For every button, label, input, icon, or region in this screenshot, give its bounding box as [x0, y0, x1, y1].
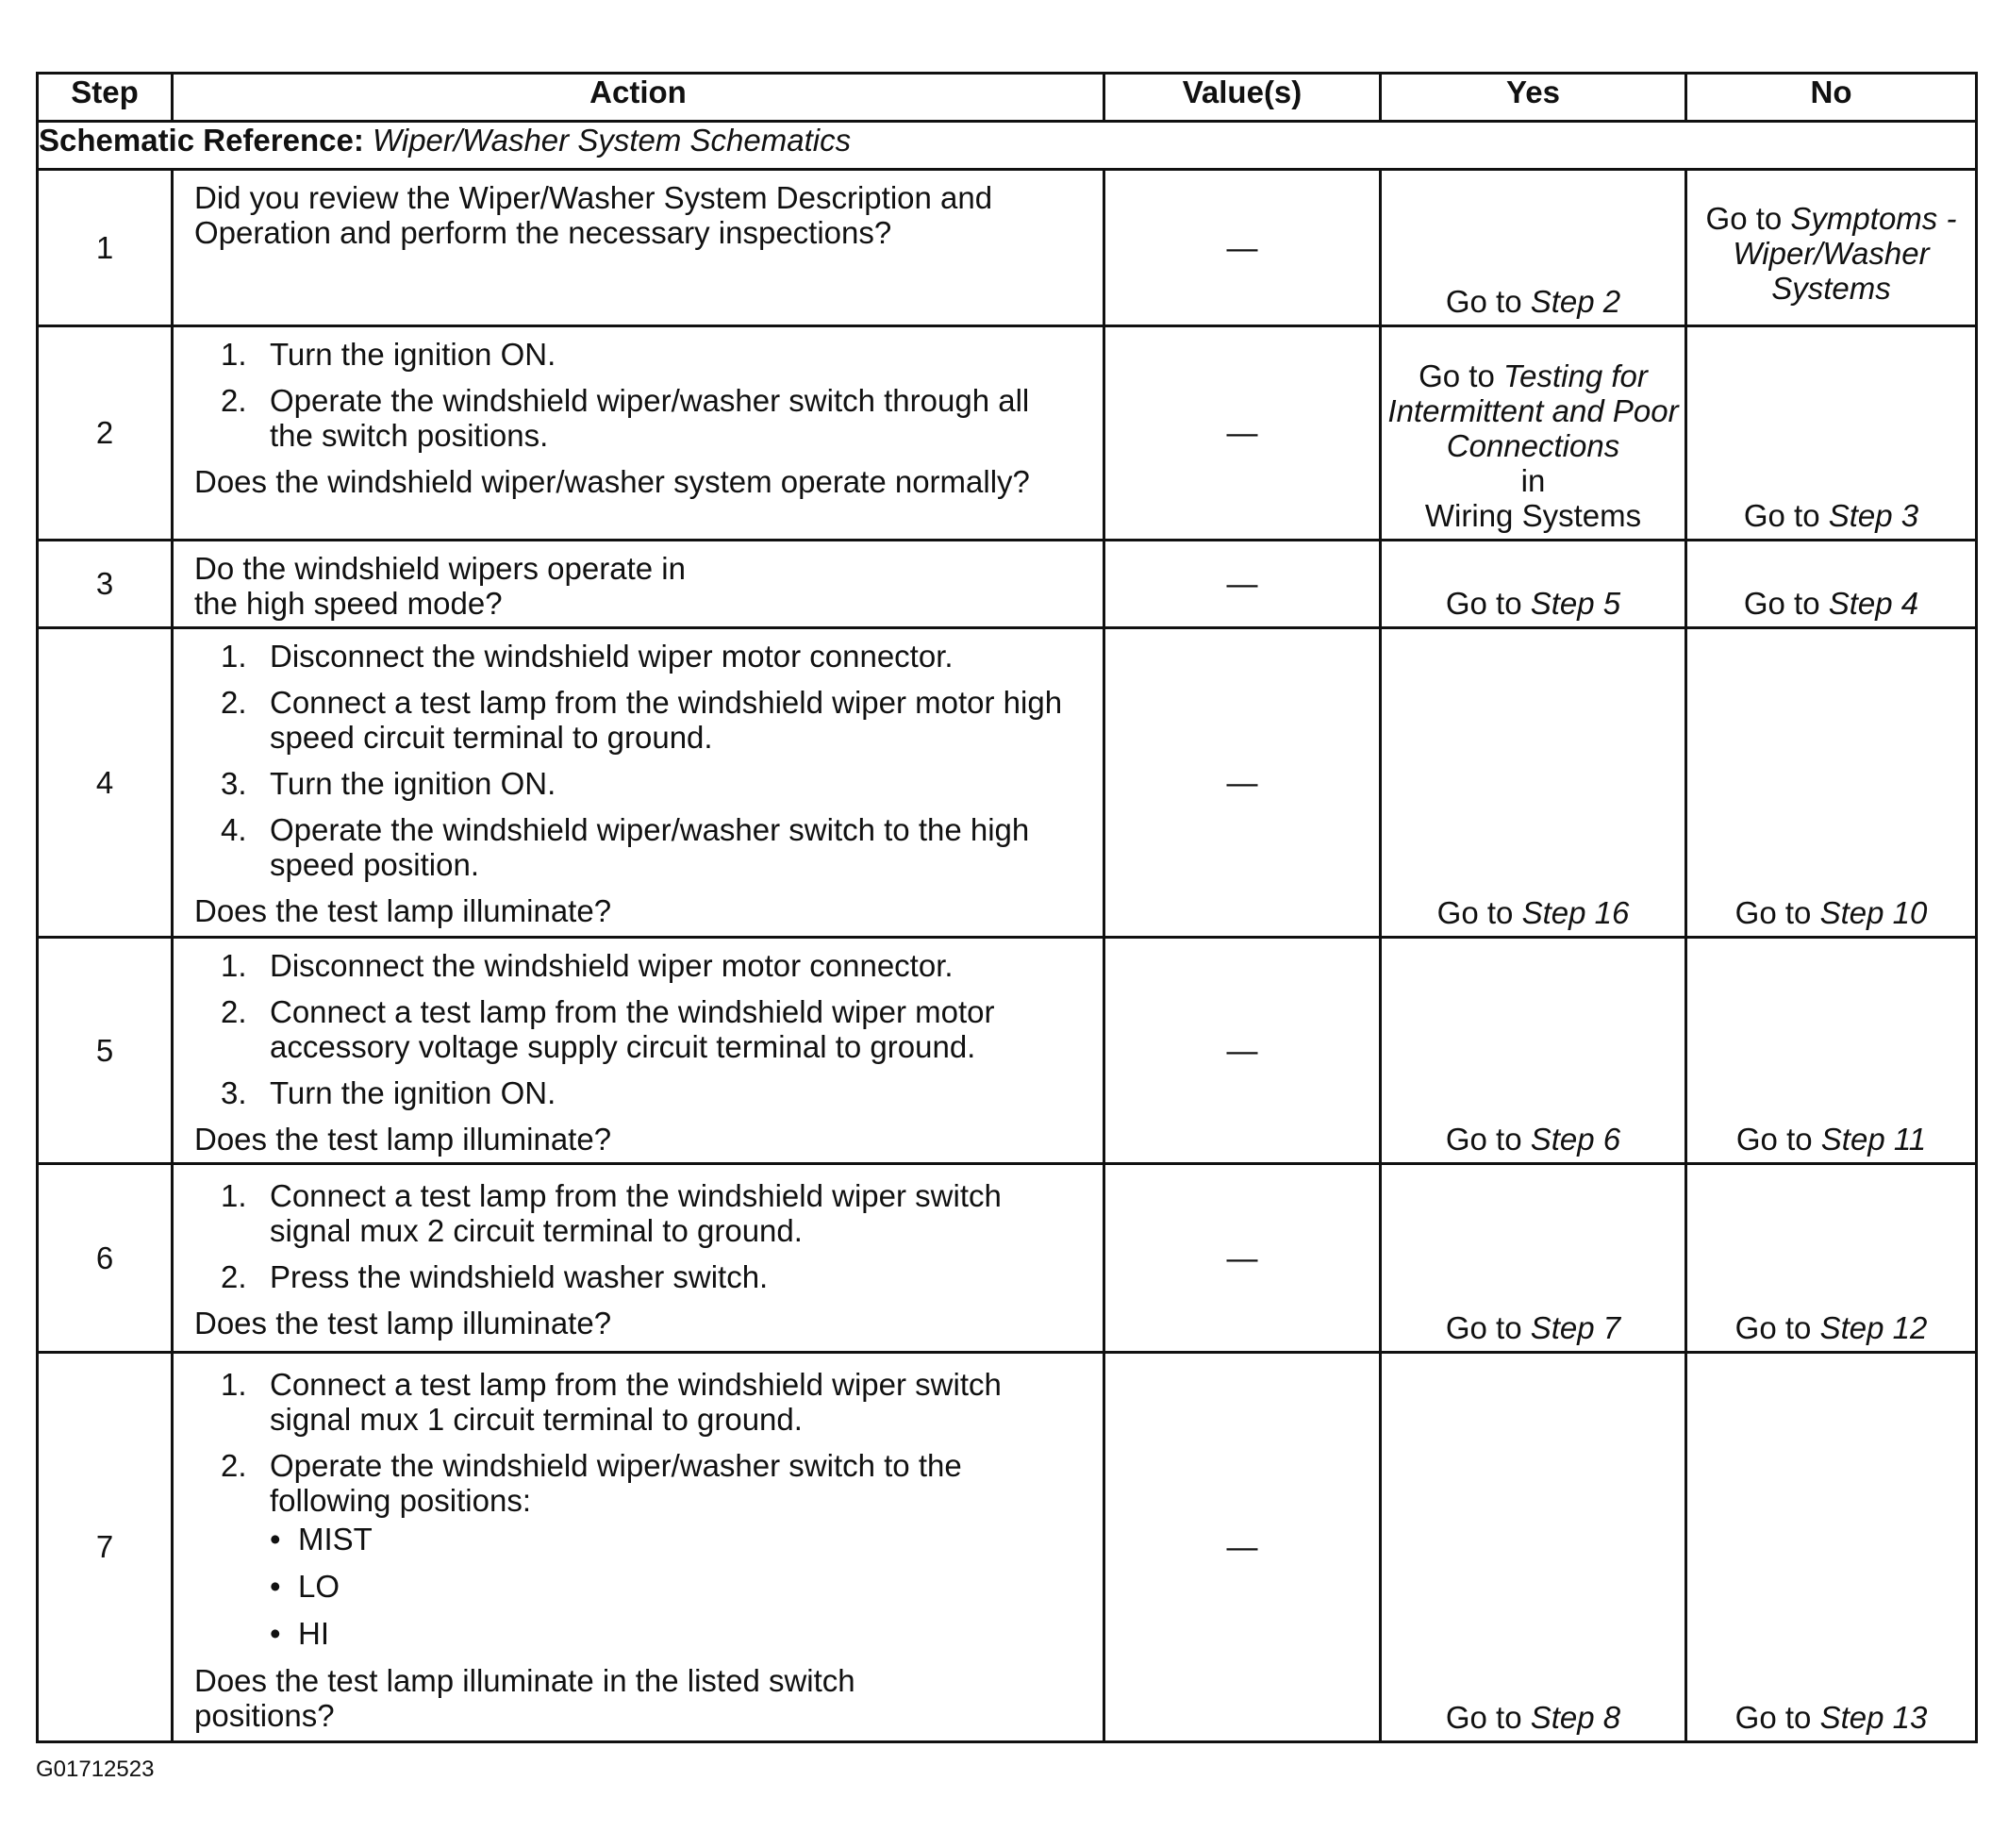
question: Did you review the Wiper/Washer System Description and Operation and perform the necessary inspections?: [194, 180, 993, 250]
action-cell: [173, 628, 1104, 938]
value-cell: —: [1104, 1353, 1381, 1742]
no-cell: [1686, 326, 1977, 541]
value-cell: —: [1104, 541, 1381, 628]
schematic-reference-row: [38, 122, 1977, 170]
list-item: 2. Operate the windshield wiper/washer switch through all the switch positions.: [221, 383, 1030, 453]
table-row-step-1: [38, 170, 1977, 326]
action-steps: [194, 1178, 1080, 1294]
yes-link[interactable]: Testing for Intermittent and Poor Connections: [1387, 358, 1679, 463]
question: Does the test lamp illuminate in the listed switch positions?: [194, 1663, 855, 1733]
yes-prefix: Go to: [1445, 1700, 1522, 1735]
yes-cell: [1381, 170, 1686, 326]
value-cell: —: [1104, 170, 1381, 326]
col-header-values: Value(s): [1104, 74, 1381, 122]
yes-cell: [1381, 938, 1686, 1164]
no-prefix: Go to: [1705, 201, 1783, 236]
list-item: • MIST: [270, 1522, 373, 1557]
no-prefix: Go to: [1735, 1122, 1813, 1157]
no-link[interactable]: Symptoms - Wiper/Washer Systems: [1733, 201, 1957, 306]
no-prefix: Go to: [1734, 1310, 1812, 1345]
value-cell: —: [1104, 326, 1381, 541]
no-link[interactable]: Step 3: [1828, 498, 1919, 533]
question: Does the test lamp illuminate?: [194, 1122, 612, 1157]
col-header-no: No: [1686, 74, 1977, 122]
no-cell: [1686, 1164, 1977, 1353]
step-number: 2: [38, 326, 173, 541]
yes-cell: [1381, 1164, 1686, 1353]
no-prefix: Go to: [1743, 498, 1820, 533]
yes-cell: [1381, 628, 1686, 938]
yes-link[interactable]: Step 7: [1530, 1310, 1621, 1345]
action-cell: [173, 326, 1104, 541]
step-number: 6: [38, 1164, 173, 1353]
yes-link[interactable]: Step 16: [1521, 895, 1630, 930]
no-link[interactable]: Step 11: [1820, 1122, 1927, 1157]
table-row-step-6: [38, 1164, 1977, 1353]
step-number: 1: [38, 170, 173, 326]
yes-cell: [1381, 1353, 1686, 1742]
yes-cell: [1381, 541, 1686, 628]
schematic-reference: [38, 122, 1977, 170]
step-number: 5: [38, 938, 173, 1164]
list-item: 1. Disconnect the windshield wiper motor connector.: [221, 948, 954, 983]
question: Does the test lamp illuminate?: [194, 1306, 612, 1340]
step-number: 3: [38, 541, 173, 628]
question: Do the windshield wipers operate in the high speed mode?: [194, 551, 686, 621]
list-item: 3. Turn the ignition ON.: [221, 766, 556, 801]
list-item: 2. Connect a test lamp from the windshield wiper motor high speed circuit terminal to ground.: [221, 685, 1063, 755]
table-row-step-3: [38, 541, 1977, 628]
yes-link[interactable]: Step 6: [1530, 1122, 1621, 1157]
action-cell: [173, 1164, 1104, 1353]
value-cell: —: [1104, 628, 1381, 938]
list-item: 1. Connect a test lamp from the windshield wiper switch signal mux 1 circuit terminal to ground.: [221, 1367, 1002, 1437]
header-row: [38, 74, 1977, 122]
action-steps: [194, 1367, 1080, 1651]
table-row-step-4: [38, 628, 1977, 938]
no-link[interactable]: Step 10: [1819, 895, 1928, 930]
list-item: • HI: [270, 1616, 329, 1651]
table-row-step-2: [38, 326, 1977, 541]
table-row-step-5: [38, 938, 1977, 1164]
no-cell: [1686, 628, 1977, 938]
col-header-action: Action: [173, 74, 1104, 122]
list-item: 2. Connect a test lamp from the windshield wiper motor accessory voltage supply circuit terminal to ground.: [221, 994, 995, 1064]
list-item: 1. Connect a test lamp from the windshield wiper switch signal mux 2 circuit terminal to ground.: [221, 1178, 1002, 1248]
schematic-reference-label: Schematic Reference:: [39, 123, 364, 158]
switch-positions-list: [270, 1522, 1080, 1651]
list-item: 1. Disconnect the windshield wiper motor connector.: [221, 639, 954, 674]
action-steps: [194, 337, 1080, 453]
action-cell: [173, 170, 1104, 326]
action-cell: [173, 541, 1104, 628]
no-prefix: Go to: [1743, 586, 1820, 621]
action-cell: [173, 1353, 1104, 1742]
yes-prefix: Go to: [1445, 284, 1522, 319]
yes-cell: [1381, 326, 1686, 541]
action-cell: [173, 938, 1104, 1164]
yes-link[interactable]: Step 5: [1530, 586, 1621, 621]
schematic-reference-link[interactable]: Wiper/Washer System Schematics: [373, 123, 852, 158]
yes-prefix: Go to: [1436, 895, 1514, 930]
col-header-step: Step: [38, 74, 173, 122]
diagnostic-table: [36, 72, 1978, 1743]
no-cell: [1686, 1353, 1977, 1742]
action-steps: [194, 948, 1080, 1110]
yes-prefix: Go to: [1445, 586, 1522, 621]
yes-prefix: Go to: [1445, 1122, 1522, 1157]
no-cell: [1686, 541, 1977, 628]
list-item: 4. Operate the windshield wiper/washer switch to the high speed position.: [221, 812, 1030, 882]
no-prefix: Go to: [1734, 895, 1812, 930]
no-link[interactable]: Step 13: [1819, 1700, 1928, 1735]
no-prefix: Go to: [1734, 1700, 1812, 1735]
question: Does the windshield wiper/washer system operate normally?: [194, 464, 1030, 499]
list-item: 2. Operate the windshield wiper/washer switch to the following positions: • MIST • LO • HI: [194, 1448, 1080, 1651]
col-header-yes: Yes: [1381, 74, 1686, 122]
yes-prefix: Go to: [1419, 358, 1495, 393]
list-item: 2. Press the windshield washer switch.: [221, 1259, 769, 1294]
yes-link[interactable]: Step 8: [1530, 1700, 1621, 1735]
no-link[interactable]: Step 4: [1828, 586, 1919, 621]
step-number: 7: [38, 1353, 173, 1742]
value-cell: —: [1104, 938, 1381, 1164]
yes-link[interactable]: Step 2: [1530, 284, 1621, 319]
list-item: 1. Turn the ignition ON.: [221, 337, 556, 372]
action-steps: [194, 639, 1080, 882]
no-cell: [1686, 170, 1977, 326]
value-cell: —: [1104, 1164, 1381, 1353]
diagnostic-table-container: [36, 72, 1975, 1743]
list-item: • LO: [270, 1569, 340, 1604]
step-number: 4: [38, 628, 173, 938]
no-link[interactable]: Step 12: [1819, 1310, 1928, 1345]
question: Does the test lamp illuminate?: [194, 893, 612, 928]
yes-prefix: Go to: [1445, 1310, 1522, 1345]
no-cell: [1686, 938, 1977, 1164]
figure-id: G01712523: [36, 1756, 155, 1782]
yes-suffix-manual: Wiring Systems: [1424, 498, 1642, 533]
yes-suffix-in: in: [1520, 463, 1546, 498]
list-item: 3. Turn the ignition ON.: [221, 1075, 556, 1110]
table-row-step-7: [38, 1353, 1977, 1742]
